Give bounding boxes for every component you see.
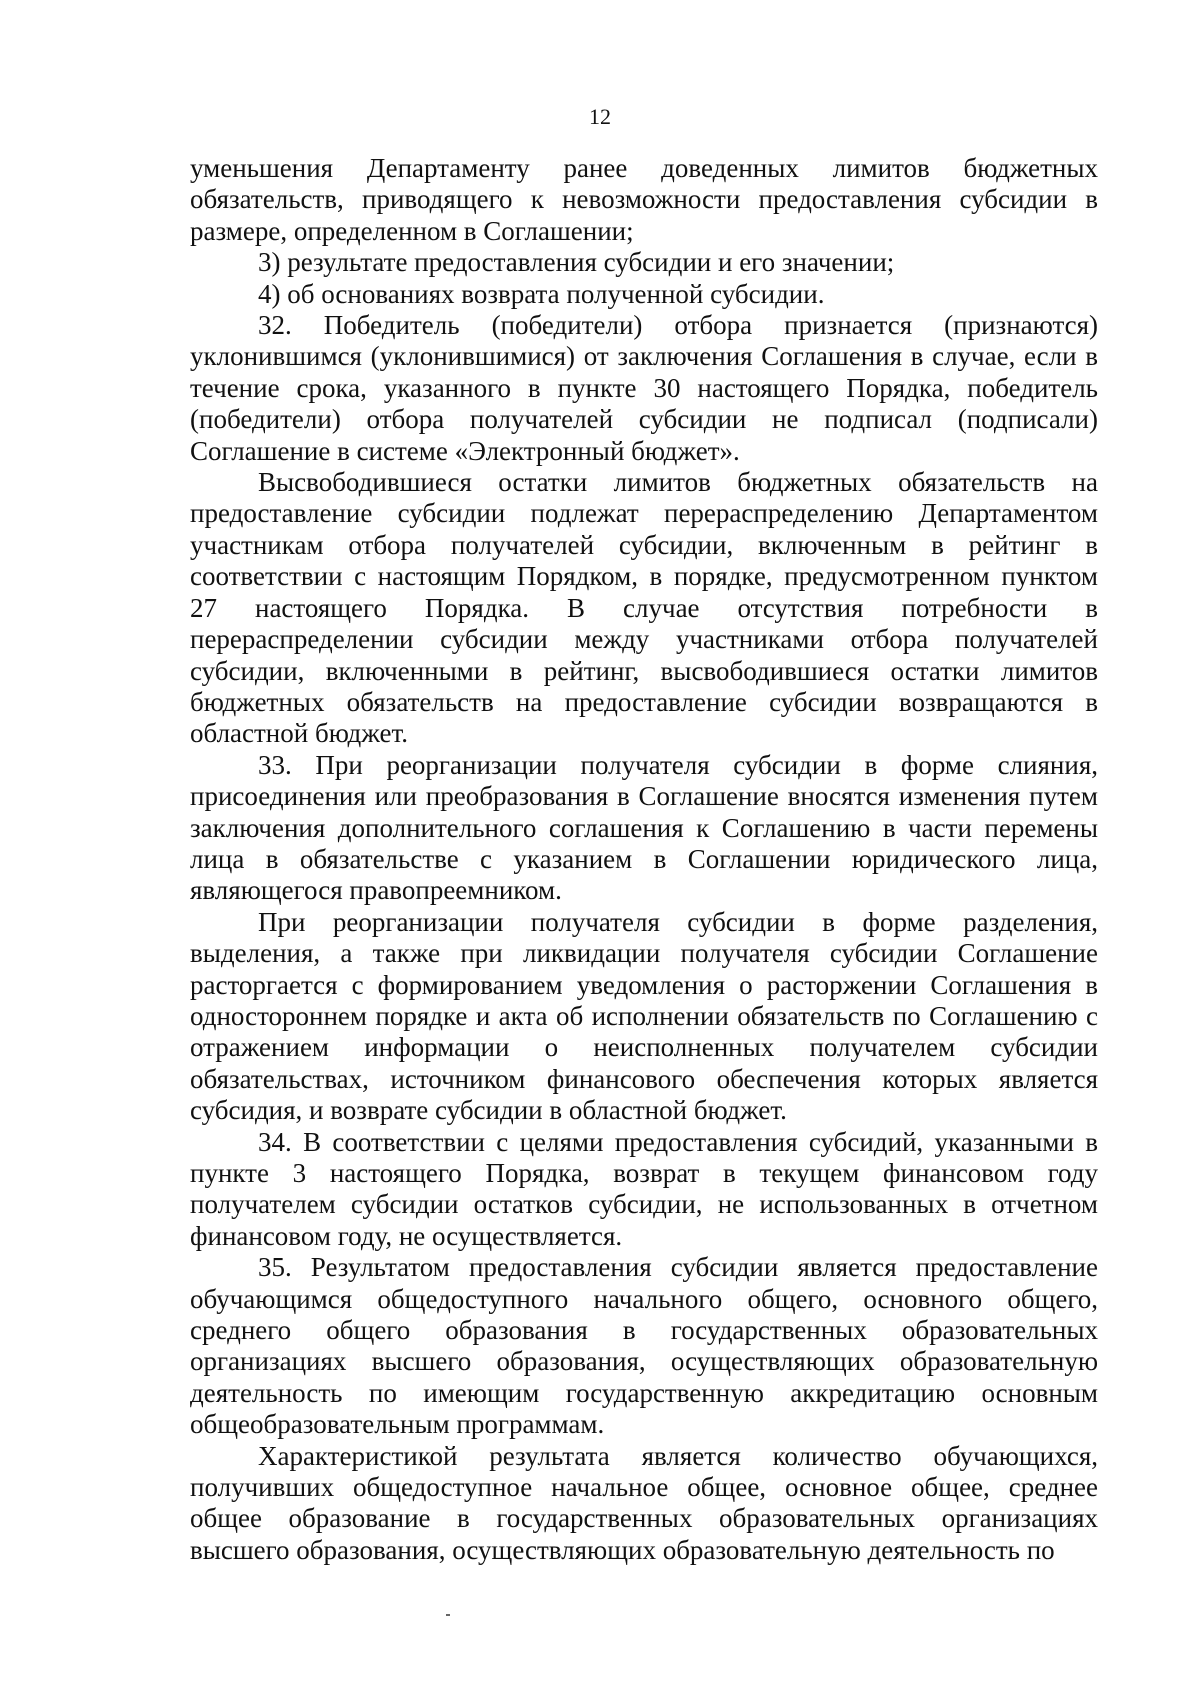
page-number: 12: [589, 104, 611, 129]
paragraph-continuation: уменьшения Департаменту ранее доведенных лимитов бюджетных обязательств, приводящего к невозможности предоставления субсидии в размере, определенном в Соглашении;: [190, 153, 1098, 246]
paragraph-clause-34: 34. В соответствии с целями предоставления субсидий, указанными в пункте 3 настоящего Порядка, возврат в текущем финансовом году получателем субсидии остатков субсидии, не использованных в отчетном финансовом году, не осуществляется.: [190, 1126, 1098, 1251]
paragraph-released-limits: Высвободившиеся остатки лимитов бюджетных обязательств на предоставление субсидии подлежат перераспределению Департаментом участникам отбора получателей субсидии, включенным в рейтинг в соответствии с настоящим Порядком, в порядке, предусмотренном пунктом 27 настоящего Порядка. В случае отсутствия потребности в перераспределении субсидии между участниками отбора получателей субсидии, включенными в рейтинг, высвободившиеся остатки лимитов бюджетных обязательств на предоставление субсидии возвращаются в областной бюджет.: [190, 467, 1098, 749]
paragraph-item-3: 3) результате предоставления субсидии и его значении;: [258, 247, 895, 278]
document-body: [190, 153, 1098, 1566]
paragraph-result-characteristic: Характеристикой результата является количество обучающихся, получивших общедоступное начальное общее, основное общее, среднее общее образование в государственных образовательных организациях высшего образования, осуществляющих образовательную деятельность по: [190, 1440, 1098, 1565]
paragraph-clause-32: 32. Победитель (победители) отбора признается (признаются) уклонившимся (уклонившимися) от заключения Соглашения в случае, если в течение срока, указанного в пункте 30 настоящего Порядка, победитель (победители) отбора получателей субсидии не подписал (подписали) Соглашение в системе «Электронный бюджет».: [190, 310, 1098, 466]
paragraph-item-4: 4) об основаниях возврата полученной субсидии.: [258, 278, 825, 309]
paragraph-clause-35: 35. Результатом предоставления субсидии является предоставление обучающимся общедоступного начального общего, основного общего, среднего общего образования в государственных образовательных организациях высшего образования, осуществляющих образовательную деятельность по имеющим государственную аккредитацию основным общеобразовательным программам.: [190, 1252, 1098, 1440]
paragraph-clause-33: 33. При реорганизации получателя субсидии в форме слияния, присоединения или преобразования в Соглашение вносятся изменения путем заключения дополнительного соглашения к Соглашению в части перемены лица в обязательстве с указанием в Соглашении юридического лица, являющегося правопреемником.: [190, 749, 1098, 906]
scan-mark: [446, 1614, 450, 1616]
paragraph-reorganization-termination: При реорганизации получателя субсидии в форме разделения, выделения, а также при ликвидации получателя субсидии Соглашение расторгается с формированием уведомления о расторжении Соглашения в одностороннем порядке и акта об исполнении обязательств по Соглашению с отражением информации о неисполненных получателем субсидии обязательствах, источником финансового обеспечения которых является субсидия, и возврате субсидии в областной бюджет.: [190, 906, 1098, 1126]
